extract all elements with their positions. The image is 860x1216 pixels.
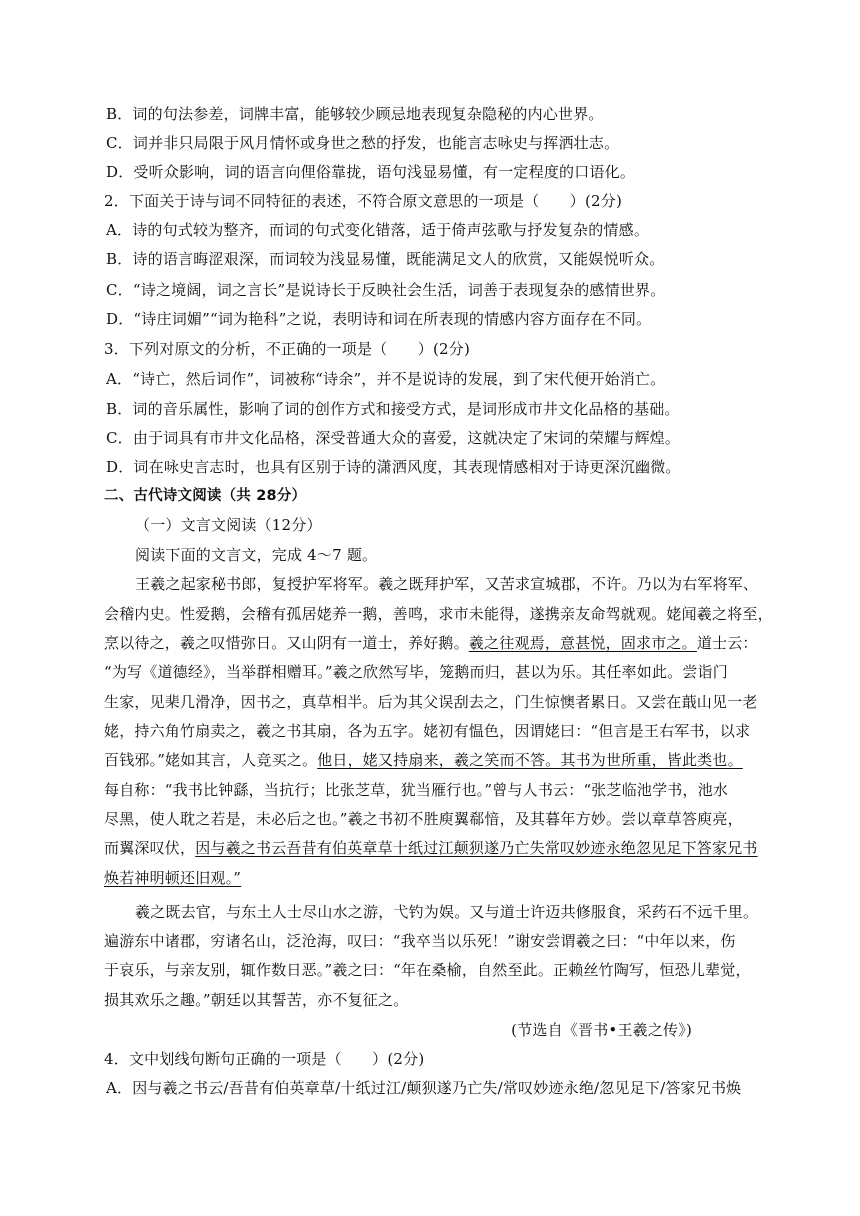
passage-line: 每自称：“我书比钟繇，当抗行；比张芝草，犹当雁行也。”曾与人书云：“张芝临池学书，池水 bbox=[104, 781, 729, 799]
passage-line bbox=[104, 746, 764, 774]
passage-line: “为写《道德经》，当举群相赠耳。”羲之欣然写毕，笼鹅而归，甚以为乐。其任率如此。尝诣门 bbox=[104, 663, 728, 681]
q2-option-a: A．诗的句式较为整齐，而词的句式变化错落，适于倚声弦歌与抒发复杂的情感。 bbox=[106, 221, 650, 239]
q3-option-a: A．“诗亡，然后词作”，词被称“诗余”，并不是说诗的发展，到了宋代便开始消亡。 bbox=[106, 370, 666, 388]
q2-option-c: C．“诗之境阔，词之言长”是说诗长于反映社会生活，词善于表现复杂的感情世界。 bbox=[106, 281, 666, 299]
q3-option-b: B．词的音乐属性，影响了词的创作方式和接受方式，是词形成市井文化品格的基础。 bbox=[106, 400, 680, 418]
q3-option-c: C．由于词具有市井文化品格，深受普通大众的喜爱，这就决定了宋词的荣耀与辉煌。 bbox=[106, 429, 681, 447]
passage-text: 百钱邪。”姥如其言，人竞买之。 bbox=[104, 751, 318, 769]
passage-text: 而翼深叹伏， bbox=[104, 839, 196, 857]
passage-line: 羲之既去官，与东土人士尽山水之游，弋钓为娱。又与道士许迈共修服食，采药石不远千里。 bbox=[135, 903, 759, 921]
section-heading: 二、古代诗文阅读（共 28分） bbox=[104, 488, 307, 504]
underlined-sentence: 羲之往观焉，意甚悦，固求市之。 bbox=[468, 634, 697, 652]
passage-line: 于哀乐，与亲友别，辄作数日恶。”羲之曰：“年在桑榆，自然至此。正赖丝竹陶写，恒恐儿辈觉， bbox=[104, 961, 751, 979]
q3-stem: 3．下列对原文的分析，不正确的一项是（ ）(2分) bbox=[104, 340, 470, 358]
passage-text: 道士云： bbox=[696, 634, 758, 652]
passage-text: 烹以待之，羲之叹惜弥日。又山阴有一道士，养好鹅。 bbox=[104, 634, 469, 652]
q3-option-d: D．词在咏史言志时，也具有区别于诗的潇洒风度，其表现情感相对于诗更深沉幽微。 bbox=[106, 458, 681, 476]
q1-option-c: C．词并非只局限于风月情怀或身世之愁的抒发，也能言志咏史与挥洒壮志。 bbox=[106, 134, 620, 152]
passage-line bbox=[104, 629, 764, 657]
underlined-sentence: 他日，姥又持扇来，羲之笑而不答。其书为世所重，皆此类也。 bbox=[317, 751, 743, 769]
passage-line: 损其欢乐之趣。”朝廷以其誓苦，亦不复征之。 bbox=[104, 991, 409, 1009]
passage-line bbox=[104, 864, 764, 892]
passage-line: 王羲之起家秘书郎，复授护军将军。羲之既拜护军，又苦求宣城郡，不许。乃以为右军将军、 bbox=[135, 575, 759, 593]
passage-line: 姥，持六角竹扇卖之，羲之书其扇，各为五字。姥初有愠色，因谓姥曰：“但言是王右军书，以求 bbox=[104, 722, 751, 740]
underlined-sentence: 焕若神明顿还旧观。” bbox=[104, 869, 242, 887]
q1-option-d: D．受听众影响，词的语言向俚俗靠拢，语句浅显易懂，有一定程度的口语化。 bbox=[106, 163, 636, 181]
instruction-text: 阅读下面的文言文，完成 4～7 题。 bbox=[135, 546, 378, 564]
passage-line: 会稽内史。性爱鹅，会稽有孤居姥养一鹅，善鸣，求市未能得，遂携亲友命驾就观。姥闻羲之将至， bbox=[104, 605, 773, 623]
passage-line: 尽黑，使人耽之若是，未必后之也。”羲之书初不胜庾翼郗愔，及其暮年方妙。尝以章草答庾亮， bbox=[104, 810, 743, 828]
q4-option-a: A．因与羲之书云/吾昔有伯英章草/十纸过江/颠狈遂乃亡失/常叹妙迹永绝/忽见足下/答家兄书焕 bbox=[106, 1079, 742, 1097]
q4-stem: 4．文中划线句断句正确的一项是（ ）(2分) bbox=[104, 1050, 425, 1068]
subsection-heading: （一）文言文阅读（12分） bbox=[135, 516, 322, 534]
passage-source: (节选自《晋书•王羲之传》) bbox=[511, 1021, 692, 1039]
q2-option-b: B．诗的语言晦涩艰深，而词较为浅显易懂，既能满足文人的欣赏，又能娱悦听众。 bbox=[106, 250, 665, 268]
passage-line: 遍游东中诸郡，穷诸名山，泛沧海，叹曰：“我卒当以乐死！”谢安尝谓羲之曰：“中年以来，伤 bbox=[104, 932, 736, 950]
underlined-sentence: 因与羲之书云吾昔有伯英章草十纸过江颠狈遂乃亡失常叹妙迹永绝忽见足下答家兄书 bbox=[195, 839, 758, 857]
passage-line: 生家，见棐几滑净，因书之，真草相半。后为其父误刮去之，门生惊懊者累日。又尝在蕺山见一老 bbox=[104, 693, 758, 711]
passage-line bbox=[104, 834, 764, 862]
q2-stem: 2．下面关于诗与词不同特征的表述，不符合原文意思的一项是（ ）(2分) bbox=[104, 192, 622, 210]
q1-option-b: B．词的句法参差，词牌丰富，能够较少顾忌地表现复杂隐秘的内心世界。 bbox=[106, 105, 604, 123]
q2-option-d: D．“诗庄词媚”“词为艳科”之说，表明诗和词在所表现的情感内容方面存在不同。 bbox=[106, 310, 652, 328]
